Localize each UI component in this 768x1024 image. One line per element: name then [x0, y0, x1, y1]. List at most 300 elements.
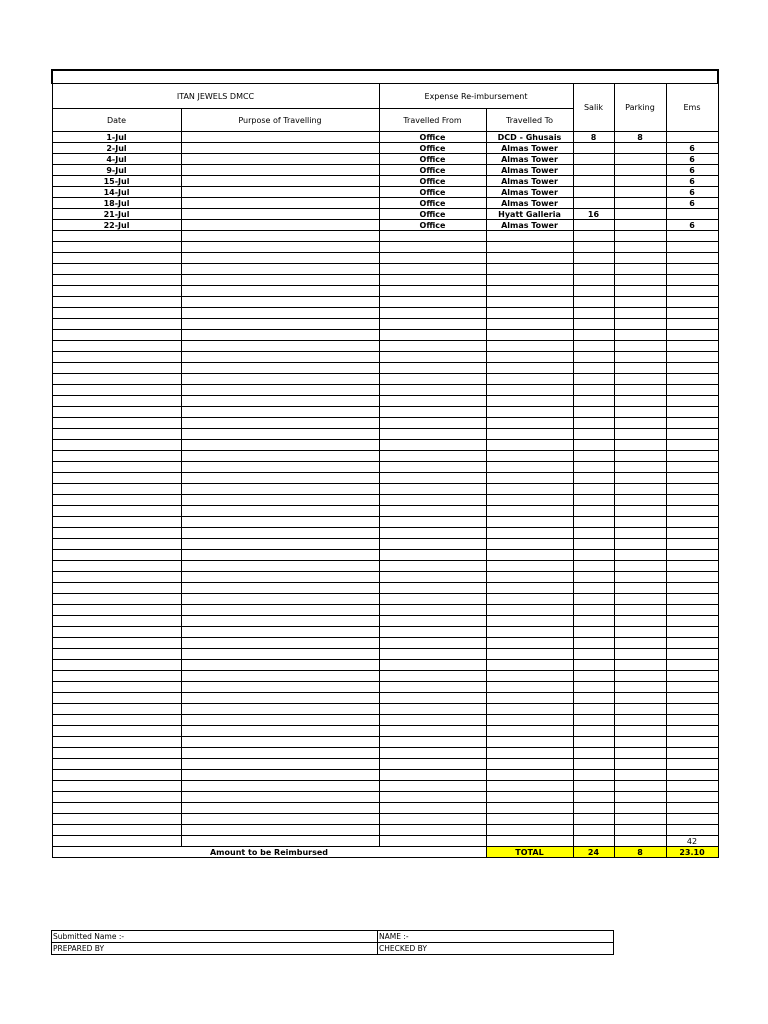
- empty-cell[interactable]: [666, 264, 718, 275]
- empty-cell[interactable]: [666, 429, 718, 440]
- empty-cell[interactable]: [666, 319, 718, 330]
- empty-cell[interactable]: [379, 594, 486, 605]
- empty-cell[interactable]: [486, 297, 573, 308]
- empty-cell[interactable]: [379, 682, 486, 693]
- empty-cell[interactable]: [614, 330, 666, 341]
- empty-cell[interactable]: [573, 682, 614, 693]
- empty-cell[interactable]: [486, 737, 573, 748]
- empty-cell[interactable]: [573, 341, 614, 352]
- empty-cell[interactable]: [52, 506, 181, 517]
- empty-cell[interactable]: [52, 715, 181, 726]
- empty-cell[interactable]: [181, 308, 379, 319]
- cell-salik[interactable]: [573, 154, 614, 165]
- empty-cell[interactable]: [573, 693, 614, 704]
- empty-cell[interactable]: [486, 363, 573, 374]
- empty-cell[interactable]: [379, 704, 486, 715]
- empty-cell[interactable]: [52, 726, 181, 737]
- cell-date[interactable]: 2-Jul: [52, 143, 181, 154]
- empty-cell[interactable]: [486, 715, 573, 726]
- cell-ems[interactable]: 6: [666, 198, 718, 209]
- empty-cell[interactable]: [379, 517, 486, 528]
- cell-purpose[interactable]: [181, 143, 379, 154]
- empty-cell[interactable]: [379, 242, 486, 253]
- empty-cell[interactable]: [181, 253, 379, 264]
- cell-from[interactable]: Office: [379, 198, 486, 209]
- empty-cell[interactable]: [52, 451, 181, 462]
- empty-cell[interactable]: [573, 407, 614, 418]
- empty-cell[interactable]: [52, 495, 181, 506]
- empty-cell[interactable]: [52, 264, 181, 275]
- empty-cell[interactable]: [666, 737, 718, 748]
- empty-cell[interactable]: [573, 495, 614, 506]
- empty-cell[interactable]: [486, 506, 573, 517]
- empty-cell[interactable]: [181, 572, 379, 583]
- empty-cell[interactable]: [181, 748, 379, 759]
- empty-cell[interactable]: [52, 550, 181, 561]
- empty-cell[interactable]: [573, 638, 614, 649]
- empty-cell[interactable]: [486, 814, 573, 825]
- empty-cell[interactable]: [181, 352, 379, 363]
- empty-cell[interactable]: [614, 715, 666, 726]
- empty-cell[interactable]: [666, 418, 718, 429]
- empty-cell[interactable]: [573, 517, 614, 528]
- empty-cell[interactable]: [181, 242, 379, 253]
- empty-cell[interactable]: [573, 649, 614, 660]
- empty-cell[interactable]: [573, 462, 614, 473]
- cell-to[interactable]: Almas Tower: [486, 154, 573, 165]
- empty-cell[interactable]: [573, 319, 614, 330]
- empty-cell[interactable]: [573, 759, 614, 770]
- empty-cell[interactable]: [486, 693, 573, 704]
- cell-purpose[interactable]: [181, 220, 379, 231]
- empty-cell[interactable]: [486, 429, 573, 440]
- empty-cell[interactable]: [573, 715, 614, 726]
- empty-cell[interactable]: [52, 605, 181, 616]
- empty-cell[interactable]: [379, 671, 486, 682]
- empty-cell[interactable]: [181, 627, 379, 638]
- empty-cell[interactable]: [181, 693, 379, 704]
- empty-cell[interactable]: [614, 682, 666, 693]
- empty-cell[interactable]: [379, 638, 486, 649]
- empty-cell[interactable]: [666, 561, 718, 572]
- empty-cell[interactable]: [379, 462, 486, 473]
- cell-ems[interactable]: 6: [666, 176, 718, 187]
- cell-salik[interactable]: [573, 220, 614, 231]
- empty-cell[interactable]: [181, 781, 379, 792]
- empty-cell[interactable]: [486, 440, 573, 451]
- empty-cell[interactable]: [486, 748, 573, 759]
- empty-cell[interactable]: [666, 253, 718, 264]
- cell-date[interactable]: 1-Jul: [52, 132, 181, 143]
- empty-cell[interactable]: [573, 814, 614, 825]
- empty-cell[interactable]: [379, 550, 486, 561]
- empty-cell[interactable]: [666, 627, 718, 638]
- empty-cell[interactable]: [666, 451, 718, 462]
- empty-cell[interactable]: [181, 682, 379, 693]
- empty-cell[interactable]: [379, 561, 486, 572]
- cell-from[interactable]: Office: [379, 165, 486, 176]
- cell-to[interactable]: Almas Tower: [486, 143, 573, 154]
- empty-cell[interactable]: [486, 407, 573, 418]
- empty-cell[interactable]: [486, 473, 573, 484]
- empty-cell[interactable]: [379, 231, 486, 242]
- empty-cell[interactable]: [52, 308, 181, 319]
- empty-cell[interactable]: [181, 704, 379, 715]
- empty-cell[interactable]: [181, 561, 379, 572]
- empty-cell[interactable]: [379, 286, 486, 297]
- empty-cell[interactable]: [379, 407, 486, 418]
- empty-cell[interactable]: [486, 385, 573, 396]
- empty-cell[interactable]: [486, 704, 573, 715]
- empty-cell[interactable]: [614, 561, 666, 572]
- cell-purpose[interactable]: [181, 209, 379, 220]
- empty-cell[interactable]: [573, 627, 614, 638]
- empty-cell[interactable]: [379, 264, 486, 275]
- empty-cell[interactable]: [614, 495, 666, 506]
- empty-cell[interactable]: [52, 396, 181, 407]
- empty-cell[interactable]: [573, 616, 614, 627]
- empty-cell[interactable]: [614, 671, 666, 682]
- empty-cell[interactable]: [486, 396, 573, 407]
- empty-cell[interactable]: [486, 286, 573, 297]
- empty-cell[interactable]: [614, 814, 666, 825]
- empty-cell[interactable]: [614, 363, 666, 374]
- empty-cell[interactable]: [573, 539, 614, 550]
- empty-cell[interactable]: [666, 781, 718, 792]
- empty-cell[interactable]: [666, 748, 718, 759]
- empty-cell[interactable]: [52, 737, 181, 748]
- empty-cell[interactable]: [181, 638, 379, 649]
- cell-purpose[interactable]: [181, 187, 379, 198]
- empty-cell[interactable]: [52, 803, 181, 814]
- empty-cell[interactable]: [614, 308, 666, 319]
- empty-cell[interactable]: [614, 660, 666, 671]
- empty-cell[interactable]: [181, 616, 379, 627]
- empty-cell[interactable]: [52, 682, 181, 693]
- empty-cell[interactable]: [614, 649, 666, 660]
- cell-parking[interactable]: [614, 154, 666, 165]
- empty-cell[interactable]: [181, 550, 379, 561]
- empty-cell[interactable]: [573, 264, 614, 275]
- empty-cell[interactable]: [666, 506, 718, 517]
- empty-cell[interactable]: [614, 704, 666, 715]
- empty-cell[interactable]: [181, 341, 379, 352]
- empty-cell[interactable]: [181, 264, 379, 275]
- empty-cell[interactable]: [614, 275, 666, 286]
- empty-cell[interactable]: [52, 242, 181, 253]
- cell-ems[interactable]: 6: [666, 154, 718, 165]
- empty-cell[interactable]: [379, 726, 486, 737]
- empty-cell[interactable]: [486, 605, 573, 616]
- empty-cell[interactable]: [181, 528, 379, 539]
- empty-cell[interactable]: [379, 539, 486, 550]
- cell-date[interactable]: 22-Jul: [52, 220, 181, 231]
- empty-cell[interactable]: [181, 286, 379, 297]
- empty-cell[interactable]: [573, 418, 614, 429]
- empty-cell[interactable]: [614, 550, 666, 561]
- empty-cell[interactable]: [486, 759, 573, 770]
- cell-from[interactable]: Office: [379, 220, 486, 231]
- cell-parking[interactable]: [614, 176, 666, 187]
- empty-cell[interactable]: [666, 671, 718, 682]
- empty-cell[interactable]: [666, 275, 718, 286]
- empty-cell[interactable]: [614, 418, 666, 429]
- empty-cell[interactable]: [486, 627, 573, 638]
- cell-purpose[interactable]: [181, 154, 379, 165]
- empty-cell[interactable]: [614, 484, 666, 495]
- empty-cell[interactable]: [181, 506, 379, 517]
- empty-cell[interactable]: [379, 583, 486, 594]
- empty-cell[interactable]: [379, 616, 486, 627]
- empty-cell[interactable]: [666, 308, 718, 319]
- empty-cell[interactable]: [666, 330, 718, 341]
- empty-cell[interactable]: [52, 341, 181, 352]
- empty-cell[interactable]: [181, 649, 379, 660]
- empty-cell[interactable]: [614, 803, 666, 814]
- empty-cell[interactable]: [181, 539, 379, 550]
- empty-cell[interactable]: [52, 286, 181, 297]
- empty-cell[interactable]: [379, 572, 486, 583]
- empty-cell[interactable]: [614, 781, 666, 792]
- empty-cell[interactable]: [486, 539, 573, 550]
- empty-cell[interactable]: [181, 737, 379, 748]
- empty-cell[interactable]: [486, 803, 573, 814]
- empty-cell[interactable]: [379, 330, 486, 341]
- empty-cell[interactable]: [181, 484, 379, 495]
- empty-cell[interactable]: [573, 737, 614, 748]
- cell-salik[interactable]: [573, 187, 614, 198]
- cell-date[interactable]: 9-Jul: [52, 165, 181, 176]
- empty-cell[interactable]: [181, 330, 379, 341]
- cell-salik[interactable]: 8: [573, 132, 614, 143]
- cell-to[interactable]: Hyatt Galleria: [486, 209, 573, 220]
- empty-cell[interactable]: [486, 253, 573, 264]
- empty-cell[interactable]: [52, 363, 181, 374]
- empty-cell[interactable]: [52, 660, 181, 671]
- empty-cell[interactable]: [573, 726, 614, 737]
- cell-ems[interactable]: 6: [666, 187, 718, 198]
- empty-cell[interactable]: [379, 451, 486, 462]
- empty-cell[interactable]: [666, 814, 718, 825]
- empty-cell[interactable]: [52, 627, 181, 638]
- empty-cell[interactable]: [52, 429, 181, 440]
- empty-cell[interactable]: [614, 627, 666, 638]
- empty-cell[interactable]: [614, 319, 666, 330]
- cell-salik[interactable]: 16: [573, 209, 614, 220]
- cell-salik[interactable]: [573, 165, 614, 176]
- empty-cell[interactable]: [614, 539, 666, 550]
- empty-cell[interactable]: [379, 649, 486, 660]
- cell-parking[interactable]: [614, 209, 666, 220]
- empty-cell[interactable]: [486, 319, 573, 330]
- empty-cell[interactable]: [379, 814, 486, 825]
- empty-cell[interactable]: [614, 517, 666, 528]
- empty-cell[interactable]: [52, 594, 181, 605]
- empty-cell[interactable]: [666, 363, 718, 374]
- empty-cell[interactable]: [181, 429, 379, 440]
- empty-cell[interactable]: [666, 638, 718, 649]
- empty-cell[interactable]: [181, 605, 379, 616]
- cell-from[interactable]: Office: [379, 176, 486, 187]
- empty-cell[interactable]: [666, 374, 718, 385]
- empty-cell[interactable]: [666, 407, 718, 418]
- empty-cell[interactable]: [52, 253, 181, 264]
- empty-cell[interactable]: [379, 484, 486, 495]
- cell-salik[interactable]: [573, 176, 614, 187]
- empty-cell[interactable]: [573, 275, 614, 286]
- empty-cell[interactable]: [379, 396, 486, 407]
- empty-cell[interactable]: [181, 297, 379, 308]
- empty-cell[interactable]: [614, 825, 666, 836]
- cell-parking[interactable]: [614, 143, 666, 154]
- empty-cell[interactable]: [573, 770, 614, 781]
- cell-to[interactable]: Almas Tower: [486, 187, 573, 198]
- empty-cell[interactable]: [486, 484, 573, 495]
- empty-cell[interactable]: [379, 770, 486, 781]
- checked-by-field[interactable]: CHECKED BY: [378, 943, 614, 955]
- empty-cell[interactable]: [573, 473, 614, 484]
- empty-cell[interactable]: [52, 539, 181, 550]
- empty-cell[interactable]: [486, 825, 573, 836]
- empty-cell[interactable]: [573, 440, 614, 451]
- cell-from[interactable]: Office: [379, 154, 486, 165]
- empty-cell[interactable]: [666, 649, 718, 660]
- empty-cell[interactable]: [614, 374, 666, 385]
- empty-cell[interactable]: [573, 605, 614, 616]
- empty-cell[interactable]: [573, 396, 614, 407]
- empty-cell[interactable]: [379, 319, 486, 330]
- empty-cell[interactable]: [666, 396, 718, 407]
- empty-cell[interactable]: [181, 715, 379, 726]
- empty-cell[interactable]: [52, 330, 181, 341]
- empty-cell[interactable]: [666, 286, 718, 297]
- empty-cell[interactable]: [379, 825, 486, 836]
- empty-cell[interactable]: [52, 671, 181, 682]
- empty-cell[interactable]: [666, 693, 718, 704]
- empty-cell[interactable]: [614, 792, 666, 803]
- empty-cell[interactable]: [486, 660, 573, 671]
- empty-cell[interactable]: [181, 825, 379, 836]
- empty-cell[interactable]: [614, 748, 666, 759]
- empty-cell[interactable]: [52, 352, 181, 363]
- empty-cell[interactable]: [573, 572, 614, 583]
- empty-cell[interactable]: [573, 825, 614, 836]
- empty-cell[interactable]: [666, 462, 718, 473]
- empty-cell[interactable]: [379, 737, 486, 748]
- empty-cell[interactable]: [666, 473, 718, 484]
- empty-cell[interactable]: [52, 517, 181, 528]
- empty-cell[interactable]: [666, 297, 718, 308]
- empty-cell[interactable]: [573, 308, 614, 319]
- empty-cell[interactable]: [181, 440, 379, 451]
- empty-cell[interactable]: [486, 781, 573, 792]
- empty-cell[interactable]: [181, 462, 379, 473]
- empty-cell[interactable]: [666, 594, 718, 605]
- empty-cell[interactable]: [486, 517, 573, 528]
- empty-cell[interactable]: [379, 275, 486, 286]
- empty-cell[interactable]: [52, 407, 181, 418]
- cell-purpose[interactable]: [181, 132, 379, 143]
- empty-cell[interactable]: [379, 253, 486, 264]
- cell-parking[interactable]: [614, 165, 666, 176]
- empty-cell[interactable]: [181, 231, 379, 242]
- cell-parking[interactable]: [614, 187, 666, 198]
- empty-cell[interactable]: [666, 660, 718, 671]
- empty-cell[interactable]: [486, 528, 573, 539]
- empty-cell[interactable]: [614, 462, 666, 473]
- empty-cell[interactable]: [379, 605, 486, 616]
- empty-cell[interactable]: [614, 506, 666, 517]
- empty-cell[interactable]: [486, 594, 573, 605]
- empty-cell[interactable]: [666, 528, 718, 539]
- empty-cell[interactable]: [666, 341, 718, 352]
- empty-cell[interactable]: [52, 374, 181, 385]
- empty-cell[interactable]: [666, 770, 718, 781]
- cell-salik[interactable]: [573, 198, 614, 209]
- empty-cell[interactable]: [181, 451, 379, 462]
- empty-cell[interactable]: [614, 770, 666, 781]
- empty-cell[interactable]: [614, 572, 666, 583]
- empty-cell[interactable]: [573, 528, 614, 539]
- empty-cell[interactable]: [52, 484, 181, 495]
- empty-cell[interactable]: [486, 649, 573, 660]
- empty-cell[interactable]: [181, 814, 379, 825]
- empty-cell[interactable]: [181, 407, 379, 418]
- empty-cell[interactable]: [379, 715, 486, 726]
- empty-cell[interactable]: [379, 352, 486, 363]
- empty-cell[interactable]: [181, 319, 379, 330]
- empty-cell[interactable]: [666, 605, 718, 616]
- cell-parking[interactable]: [614, 198, 666, 209]
- empty-cell[interactable]: [486, 242, 573, 253]
- cell-ems[interactable]: 6: [666, 220, 718, 231]
- empty-cell[interactable]: [614, 737, 666, 748]
- empty-cell[interactable]: [379, 627, 486, 638]
- empty-cell[interactable]: [614, 594, 666, 605]
- empty-cell[interactable]: [573, 429, 614, 440]
- empty-cell[interactable]: [486, 374, 573, 385]
- empty-cell[interactable]: [52, 748, 181, 759]
- empty-cell[interactable]: [52, 704, 181, 715]
- empty-cell[interactable]: [666, 385, 718, 396]
- empty-cell[interactable]: [181, 363, 379, 374]
- empty-cell[interactable]: [486, 682, 573, 693]
- empty-cell[interactable]: [52, 693, 181, 704]
- empty-cell[interactable]: [573, 792, 614, 803]
- empty-cell[interactable]: [573, 803, 614, 814]
- cell-to[interactable]: Almas Tower: [486, 165, 573, 176]
- empty-cell[interactable]: [573, 286, 614, 297]
- cell-date[interactable]: 18-Jul: [52, 198, 181, 209]
- cell-parking[interactable]: [614, 220, 666, 231]
- empty-cell[interactable]: [379, 506, 486, 517]
- cell-date[interactable]: 21-Jul: [52, 209, 181, 220]
- empty-cell[interactable]: [573, 671, 614, 682]
- empty-cell[interactable]: [379, 297, 486, 308]
- empty-cell[interactable]: [52, 418, 181, 429]
- empty-cell[interactable]: [379, 440, 486, 451]
- empty-cell[interactable]: [666, 539, 718, 550]
- cell-purpose[interactable]: [181, 198, 379, 209]
- cell-from[interactable]: Office: [379, 187, 486, 198]
- empty-cell[interactable]: [52, 297, 181, 308]
- empty-cell[interactable]: [181, 583, 379, 594]
- empty-cell[interactable]: [573, 330, 614, 341]
- empty-cell[interactable]: [666, 495, 718, 506]
- empty-cell[interactable]: [181, 275, 379, 286]
- empty-cell[interactable]: [52, 792, 181, 803]
- empty-cell[interactable]: [379, 759, 486, 770]
